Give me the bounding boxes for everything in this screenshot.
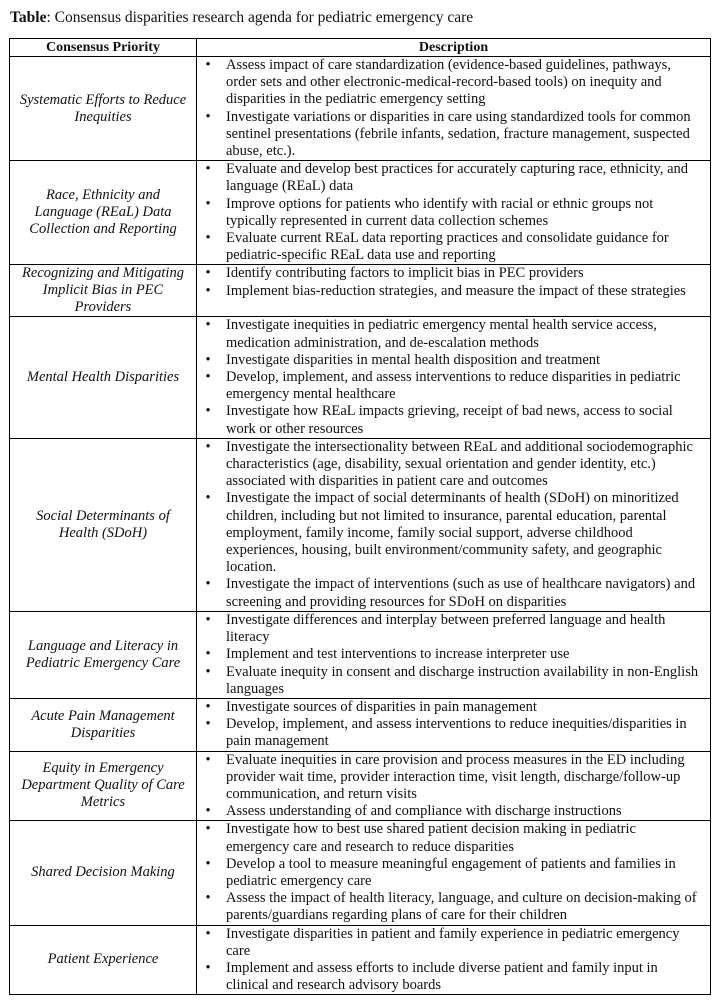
description-text: Develop a tool to measure meaningful engagement of patients and families in pediatric emergency care xyxy=(226,855,676,889)
list-item xyxy=(197,265,710,282)
bullet-icon: • xyxy=(205,959,211,976)
bullet-icon: • xyxy=(205,369,211,386)
list-item xyxy=(197,196,710,230)
consensus-priority-cell: Equity in Emergency Department Quality of Care Metrics xyxy=(10,751,197,821)
bullet-icon: • xyxy=(205,490,211,507)
list-item xyxy=(197,856,710,890)
description-text: Develop, implement, and assess interventions to reduce disparities in pediatric emergency mental healthcare xyxy=(226,369,681,403)
bullet-icon: • xyxy=(205,108,211,125)
description-text: Develop, implement, and assess interventions to reduce inequities/disparities in pain management xyxy=(226,716,687,750)
consensus-priority-cell: Patient Experience xyxy=(10,925,197,995)
consensus-priority-cell: Shared Decision Making xyxy=(10,821,197,925)
bullet-icon: • xyxy=(205,803,211,820)
description-text: Evaluate and develop best practices for accurately capturing race, ethnicity, and language (REaL) data xyxy=(226,161,689,195)
description-text: Investigate sources of disparities in pain management xyxy=(226,698,537,715)
list-item xyxy=(197,109,710,161)
description-text: Evaluate inequity in consent and discharge instruction availability in non-English languages xyxy=(226,663,699,697)
description-list xyxy=(197,821,710,924)
description-text: Assess the impact of health literacy, language, and culture on decision-making of parents/guardians regarding plans of care for their children xyxy=(226,890,697,924)
description-text: Assess understanding of and compliance with discharge instructions xyxy=(226,803,622,820)
bullet-icon: • xyxy=(205,265,211,282)
bullet-icon: • xyxy=(205,230,211,247)
description-text: Investigate how REaL impacts grieving, receipt of bad news, access to social work or other resources xyxy=(226,403,673,437)
caption-label: Table xyxy=(10,9,47,26)
bullet-icon: • xyxy=(205,611,211,628)
list-item xyxy=(197,890,710,924)
description-list xyxy=(197,699,710,751)
list-item xyxy=(197,352,710,369)
table-row xyxy=(10,317,711,438)
description-cell xyxy=(197,925,711,995)
header-consensus-priority: Consensus Priority xyxy=(10,39,197,57)
description-cell xyxy=(197,265,711,317)
list-item xyxy=(197,716,710,750)
consensus-priority-cell: Systematic Efforts to Reduce Inequities xyxy=(10,57,197,161)
table-row xyxy=(10,161,711,265)
description-list xyxy=(197,752,710,821)
description-list xyxy=(197,317,710,437)
list-item xyxy=(197,57,710,109)
list-item xyxy=(197,230,710,264)
bullet-icon: • xyxy=(205,925,211,942)
description-cell xyxy=(197,821,711,925)
list-item xyxy=(197,646,710,663)
list-item xyxy=(197,283,710,300)
description-text: Evaluate current REaL data reporting practices and consolidate guidance for pediatric-specific REaL data use and reporting xyxy=(226,230,669,264)
list-item xyxy=(197,803,710,820)
table-row xyxy=(10,821,711,925)
bullet-icon: • xyxy=(205,403,211,420)
description-list xyxy=(197,57,710,160)
description-text: Investigate differences and interplay between preferred language and health literacy xyxy=(226,611,666,646)
header-row xyxy=(10,39,711,57)
agenda-table xyxy=(9,38,711,995)
table-body xyxy=(10,57,711,995)
description-text: Investigate how to best use shared patient decision making in pediatric emergency care and research to reduce disparities xyxy=(226,821,636,855)
bullet-icon: • xyxy=(205,646,211,663)
description-text: Implement and assess efforts to include diverse patient and family input in clinical and research advisory boards xyxy=(226,959,658,994)
table-row xyxy=(10,611,711,698)
table-row xyxy=(10,698,711,751)
bullet-icon: • xyxy=(205,161,211,178)
bullet-icon: • xyxy=(205,282,211,299)
bullet-icon: • xyxy=(205,855,211,872)
description-text: Investigate inequities in pediatric emergency mental health service access, medication administration, and de-escalation methods xyxy=(226,317,657,351)
description-list xyxy=(197,612,710,698)
bullet-icon: • xyxy=(205,821,211,838)
description-text: Investigate disparities in mental health disposition and treatment xyxy=(226,351,601,368)
list-item xyxy=(197,161,710,195)
description-cell xyxy=(197,317,711,438)
description-text: Improve options for patients who identify with racial or ethnic groups not typically represented in current data collection schemes xyxy=(226,195,654,229)
list-item xyxy=(197,664,710,698)
bullet-icon: • xyxy=(205,663,211,680)
bullet-icon: • xyxy=(205,351,211,368)
bullet-icon: • xyxy=(205,890,211,907)
description-text: Investigate the intersectionality between REaL and additional sociodemographic characteristics (age, disability, sexual orientation and gender identity, etc.) associated with disparities in patient care and outcomes xyxy=(226,438,693,490)
list-item xyxy=(197,439,710,491)
list-item xyxy=(197,960,710,994)
list-item xyxy=(197,576,710,610)
description-text: Investigate the impact of interventions (such as use of healthcare navigators) and screening and providing resources for SDoH on disparities xyxy=(226,576,696,610)
description-text: Assess impact of care standardization (evidence-based guidelines, pathways, order sets and other electronic-medical-record-based tools) on inequity and disparities in the pediatric emergency setting xyxy=(226,57,671,108)
bullet-icon: • xyxy=(205,317,211,334)
list-item xyxy=(197,490,710,576)
bullet-icon: • xyxy=(205,57,211,73)
list-item xyxy=(197,821,710,855)
bullet-icon: • xyxy=(205,438,211,455)
table-caption xyxy=(10,9,473,27)
list-item xyxy=(197,369,710,403)
bullet-icon: • xyxy=(205,698,211,715)
header-description: Description xyxy=(197,39,711,57)
caption-text: : Consensus disparities research agenda for pediatric emergency care xyxy=(46,9,474,26)
description-text: Investigate disparities in patient and family experience in pediatric emergency care xyxy=(226,925,680,959)
table-row xyxy=(10,57,711,161)
description-text: Evaluate inequities in care provision and process measures in the ED including provider wait time, provider interaction time, visit length, discharge/follow-up communication, and return visits xyxy=(226,751,685,802)
list-item xyxy=(197,699,710,716)
consensus-priority-cell: Mental Health Disparities xyxy=(10,317,197,438)
bullet-icon: • xyxy=(205,195,211,212)
table-row xyxy=(10,925,711,995)
consensus-priority-cell: Recognizing and Mitigating Implicit Bias in PEC Providers xyxy=(10,265,197,317)
list-item xyxy=(197,926,710,960)
description-cell xyxy=(197,751,711,821)
description-cell xyxy=(197,161,711,265)
bullet-icon: • xyxy=(205,751,211,768)
description-text: Investigate the impact of social determinants of health (SDoH) on minoritized children, including but not limited to insurance, parental education, parental employment, family income, family social support, adverse childhood experiences, housing, built environment/community safety, and geographic location. xyxy=(226,490,679,576)
description-cell xyxy=(197,438,711,611)
description-list xyxy=(197,265,710,299)
description-list xyxy=(197,926,710,995)
list-item xyxy=(197,612,710,646)
consensus-priority-cell: Acute Pain Management Disparities xyxy=(10,698,197,751)
bullet-icon: • xyxy=(205,716,211,733)
table-row xyxy=(10,438,711,611)
description-text: Investigate variations or disparities in care using standardized tools for common sentinel presentations (febrile infants, sedation, fracture management, suspected abuse, etc.). xyxy=(226,108,691,160)
consensus-priority-cell: Language and Literacy in Pediatric Emergency Care xyxy=(10,611,197,698)
consensus-priority-cell: Race, Ethnicity and Language (REaL) Data Collection and Reporting xyxy=(10,161,197,265)
description-cell xyxy=(197,611,711,698)
description-text: Identify contributing factors to implicit bias in PEC providers xyxy=(226,265,584,282)
description-text: Implement bias-reduction strategies, and measure the impact of these strategies xyxy=(226,282,686,299)
description-cell xyxy=(197,698,711,751)
list-item xyxy=(197,317,710,351)
description-list xyxy=(197,439,710,611)
table-row xyxy=(10,751,711,821)
description-text: Implement and test interventions to increase interpreter use xyxy=(226,646,570,663)
description-list xyxy=(197,161,710,264)
consensus-priority-cell: Social Determinants of Health (SDoH) xyxy=(10,438,197,611)
list-item xyxy=(197,752,710,804)
list-item xyxy=(197,403,710,437)
description-cell xyxy=(197,57,711,161)
bullet-icon: • xyxy=(205,576,211,593)
table-row xyxy=(10,265,711,317)
